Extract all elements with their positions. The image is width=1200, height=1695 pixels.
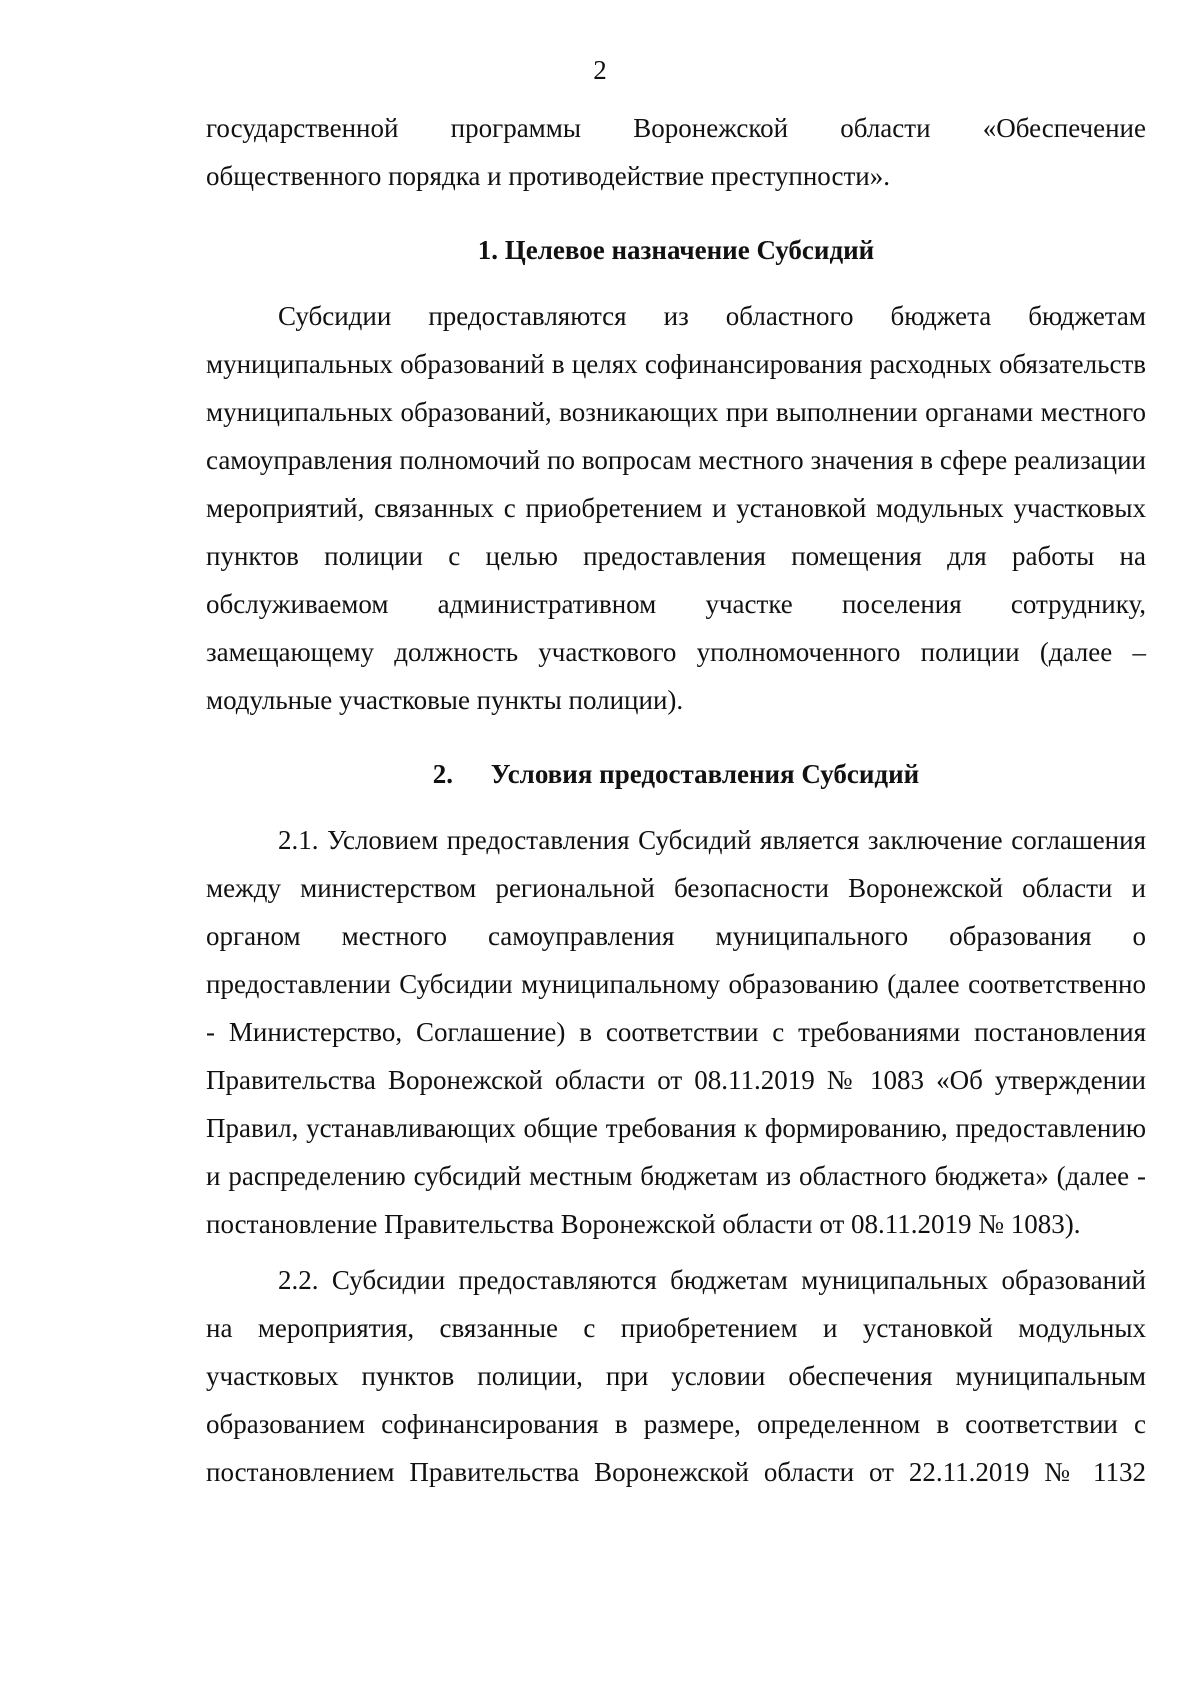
section-1-heading: 1. Целевое назначение Субсидий: [477, 235, 875, 265]
section-2-heading-title: Условия предоставления Субсидий: [490, 759, 920, 789]
section-2-heading-number: 2.: [432, 759, 454, 789]
page-number: 2: [593, 55, 607, 85]
section-2-heading: [206, 750, 1146, 798]
paragraph-2-2: 2.2. Субсидии предоставляются бюджетам муниципальных образований на мероприятия, связанные с приобретением и установкой модульных участковых пунктов полиции, при условии обеспечения муниципальным образованием софинансирования в размере, определенном в соответствии с постановлением Правительства Воронежской области от 22.11.2019 № 1132: [206, 1265, 1146, 1487]
intro-paragraph: государственной программы Воронежской области «Обеспечение общественного порядка и противодействие преступности».: [206, 113, 1146, 191]
document-body: [206, 104, 1146, 1496]
paragraph-2-1: 2.1. Условием предоставления Субсидий является заключение соглашения между министерством региональной безопасности Воронежской области и органом местного самоуправления муниципального образования о предоставлении Субсидии муниципальному образованию (далее соответственно - Министерство, Соглашение) в соответствии с требованиями постановления Правительства Воронежской области от 08.11.2019 № 1083 «Об утверждении Правил, устанавливающих общие требования к формированию, предоставлению и распределению субсидий местным бюджетам из областного бюджета» (далее - постановление Правительства Воронежской области от 08.11.2019 № 1083).: [206, 825, 1146, 1239]
section-1-paragraph: Субсидии предоставляются из областного бюджета бюджетам муниципальных образований в целях софинансирования расходных обязательств муниципальных образований, возникающих при выполнении органами местного самоуправления полномочий по вопросам местного значения в сфере реализации мероприятий, связанных с приобретением и установкой модульных участковых пунктов полиции с целью предоставления помещения для работы на обслуживаемом административном участке поселения сотруднику, замещающему должность участкового уполномоченного полиции (далее – модульные участковые пункты полиции).: [206, 301, 1146, 715]
